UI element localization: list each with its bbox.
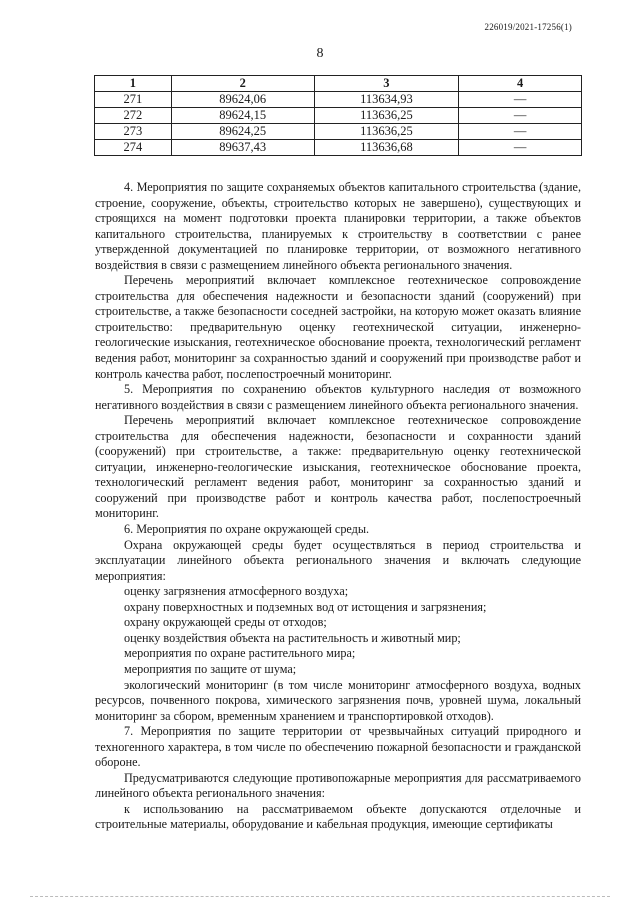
document-body <box>95 180 581 833</box>
section-6-heading: 6. Мероприятия по охране окружающей среды. <box>124 522 370 537</box>
list-item: мероприятия по защите от шума; <box>124 661 297 676</box>
section-7-text: Предусматриваются следующие противопожарные мероприятия для рассматриваемого линейного объекта регионального значения: <box>95 770 581 801</box>
y-coordinate-cell: 113636,25 <box>314 108 459 124</box>
list-item: оценку воздействия объекта на растительность и животный мир; <box>124 630 461 645</box>
x-coordinate-cell: 89624,15 <box>171 108 314 124</box>
list-item: охрану окружающей среды от отходов; <box>124 615 327 630</box>
coordinates-table <box>94 75 582 156</box>
table-row <box>95 92 582 108</box>
section-5-text: Перечень мероприятий включает комплексное геотехническое сопровождение строительства для обеспечения надежности, безопасности и сохранности зданий (сооружений) при строительстве, а также: предварительную оценку геотехнической ситуации, инженерно-геологические изыскания, геотехническое обоснование проекта, технологический регламент ведения работ, мониторинг за сохранностью зданий и сооружений при производстве работ и контроль качества работ, послепостроечный мониторинг. <box>95 413 581 521</box>
note-cell: — <box>459 92 582 108</box>
point-number-cell: 274 <box>95 140 172 156</box>
point-number-cell: 271 <box>95 92 172 108</box>
y-coordinate-cell: 113634,93 <box>314 92 459 108</box>
section-6-text: Охрана окружающей среды будет осуществляться в период строительства и эксплуатации линейного объекта регионального значения и включать следующие мероприятия: <box>95 537 581 583</box>
column-header: 2 <box>171 76 314 92</box>
note-cell: — <box>459 108 582 124</box>
table-row <box>95 140 582 156</box>
section-7-list-item: к использованию на рассматриваемом объекте допускаются отделочные и строительные материалы, оборудование и кабельная продукция, имеющие сертификаты <box>95 801 581 832</box>
section-4-text: Перечень мероприятий включает комплексное геотехническое сопровождение строительства для обеспечения надежности и безопасности зданий (сооружений) при строительстве, а также безопасности соседней застройки, на которую может оказать влияние строительство: предварительную оценку геотехнической ситуации, инженерно-геологические изыскания, геотехническое обоснование проекта, технологический регламент ведения работ, мониторинг за сохранностью зданий и сооружений при производстве работ и контроль качества работ, послепостроечный мониторинг. <box>95 273 581 381</box>
section-4-heading: 4. Мероприятия по защите сохраняемых объектов капитального строительства (здание, строение, сооружение, объекты, строительство которых не завершено), существующих и строящихся на момент подготовки проекта планировки территории, а также объектов капитального строительства, планируемых к строительству в соответствии с ранее утвержденной документацией по планировке территории, от возможного негативного воздействия в связи с размещением линейного объекта регионального значения. <box>95 180 581 272</box>
point-number-cell: 272 <box>95 108 172 124</box>
section-5-heading: 5. Мероприятия по сохранению объектов культурного наследия от возможного негативного воздействия в связи с размещением линейного объекта регионального значения. <box>95 382 581 412</box>
x-coordinate-cell: 89637,43 <box>171 140 314 156</box>
table-header-row <box>95 76 582 92</box>
list-item: мероприятия по охране растительного мира; <box>124 646 356 661</box>
note-cell: — <box>459 124 582 140</box>
table-row <box>95 108 582 124</box>
y-coordinate-cell: 113636,25 <box>314 124 459 140</box>
column-header: 4 <box>459 76 582 92</box>
list-item: охрану поверхностных и подземных вод от истощения и загрязнения; <box>124 599 487 614</box>
section-7-heading: 7. Мероприятия по защите территории от чрезвычайных ситуаций природного и техногенного характера, в том числе по обеспечению пожарной безопасности и гражданской обороне. <box>95 724 581 770</box>
column-header: 3 <box>314 76 459 92</box>
x-coordinate-cell: 89624,06 <box>171 92 314 108</box>
list-item: оценку загрязнения атмосферного воздуха; <box>124 584 349 599</box>
column-header: 1 <box>95 76 172 92</box>
x-coordinate-cell: 89624,25 <box>171 124 314 140</box>
scan-edge-line <box>30 896 610 897</box>
note-cell: — <box>459 140 582 156</box>
page-number: 8 <box>316 46 324 61</box>
list-item-monitoring: экологический мониторинг (в том числе мониторинг атмосферного воздуха, водных ресурсов, почвенного покрова, химического загрязнения почв, уровней шума, локальный мониторинг за сбором, временным хранением и транспортировкой отходов). <box>95 677 581 723</box>
table-row <box>95 124 582 140</box>
point-number-cell: 273 <box>95 124 172 140</box>
y-coordinate-cell: 113636,68 <box>314 140 459 156</box>
document-registration-number: 226019/2021-17256(1) <box>484 22 572 32</box>
